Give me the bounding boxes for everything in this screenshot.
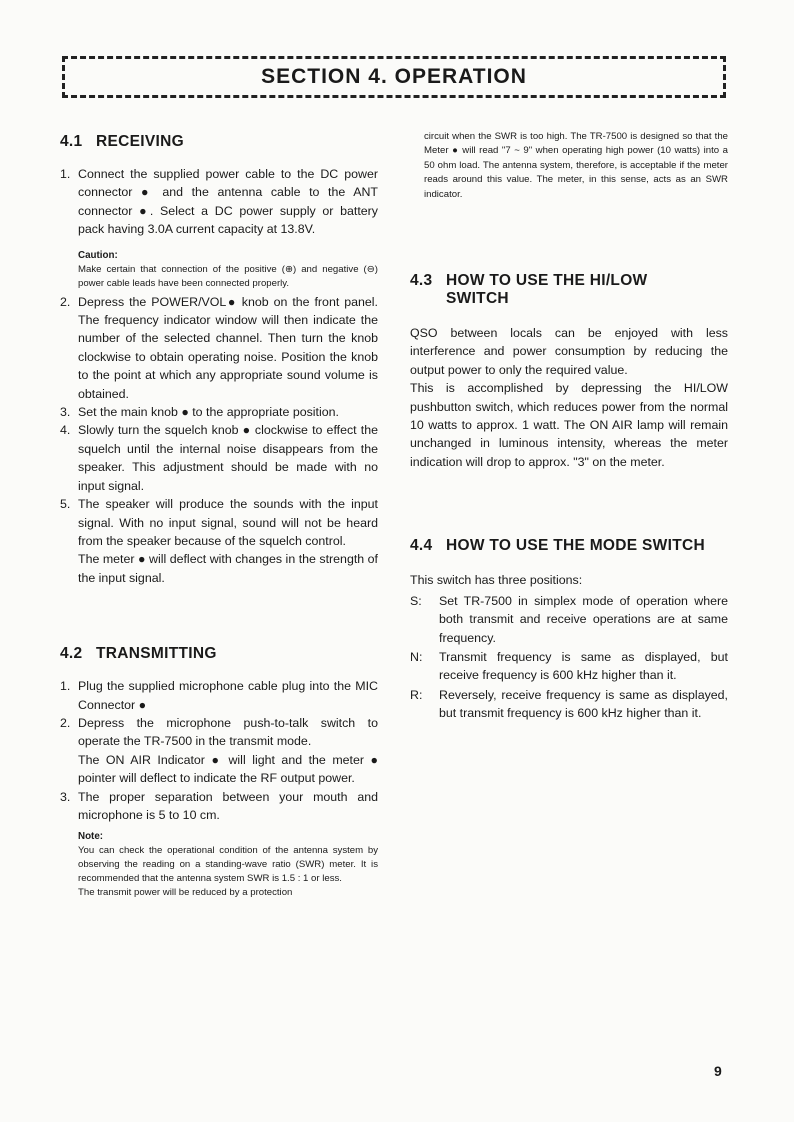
receiving-heading-title: RECEIVING xyxy=(96,133,184,150)
note-block xyxy=(78,830,378,900)
list-item xyxy=(60,403,378,421)
section-header xyxy=(62,56,726,98)
note-title: Note: xyxy=(78,831,104,843)
step-text: Set the main knob ● to the appropriate position. xyxy=(78,405,339,420)
list-item xyxy=(410,648,728,685)
step-number: 1. xyxy=(60,167,71,181)
step-text: Depress the microphone push-to-talk switch to operate the TR-7500 in the transmit mode. xyxy=(78,715,378,749)
transmitting-steps xyxy=(60,677,378,824)
list-item xyxy=(60,714,378,788)
mode-text: Transmit frequency is same as displayed, but receive frequency is 600 kHz higher than it. xyxy=(439,649,728,683)
step-text: The speaker will produce the sounds with the input signal. With no input signal, sound will not be heard from the speaker because of the squelch control. xyxy=(78,497,378,548)
caution-title: Caution: xyxy=(78,249,118,261)
note-continued: circuit when the SWR is too high. The TR-7500 is designed so that the Meter ● will read "7 ~ 9" when operating high power (10 watts) into a 50 ohm load. The antenna system, therefore, is acceptable if the meter reads around this value. The meter, in this sense, acts as an SWR indicator. xyxy=(424,131,728,200)
step-text: Plug the supplied microphone cable plug into the MIC Connector ● xyxy=(78,679,378,712)
caution-block xyxy=(78,249,378,291)
list-item xyxy=(60,495,378,587)
transmitting-heading-title: TRANSMITTING xyxy=(96,645,217,663)
section-title: SECTION 4. OPERATION xyxy=(261,65,527,88)
step-text: Depress the POWER/VOL● knob on the front panel. The frequency indicator window will then indicate the number of the selected channel. Then turn the knob clockwise to obtain operating noise. Position the knob to the point at which any appropriate sound volume is obtained. xyxy=(78,294,378,401)
step-number: 2. xyxy=(60,715,71,730)
step-text: Connect the supplied power cable to the DC power connector ● and the antenna cable to the ANT connector ●. Select a DC power supply or battery pack having 3.0A current capacity at 13.8V. xyxy=(78,167,378,237)
hilow-heading-number: 4.3 xyxy=(410,272,433,290)
step-text-continued: The meter ● will deflect with changes in the strength of the input signal. xyxy=(78,552,378,585)
caution-text: Make certain that connection of the positive (⊕) and negative (⊖) power cable leads have been connected properly. xyxy=(78,263,378,289)
note-text-continued: The transmit power will be reduced by a protection xyxy=(78,887,293,899)
left-column xyxy=(60,133,378,902)
step-number: 5. xyxy=(60,497,71,512)
list-item xyxy=(410,686,728,723)
hilow-heading xyxy=(410,272,728,308)
hilow-paragraph-2: This is accomplished by depressing the HI/LOW pushbutton switch, which reduces power from the normal 10 watts to approx. 1 watt. The ON AIR lamp will remain unchanged in luminous intensity, whereas the meter indication will drop to approx. "3" on the meter. xyxy=(410,381,728,469)
receiving-heading-number: 4.1 xyxy=(60,133,83,150)
step-number: 3. xyxy=(60,789,71,804)
step-text: The proper separation between your mouth and microphone is 5 to 10 cm. xyxy=(78,789,378,822)
mode-heading-title: HOW TO USE THE MODE SWITCH xyxy=(446,537,705,555)
list-item xyxy=(60,165,378,239)
receiving-heading xyxy=(60,133,378,151)
mode-heading xyxy=(410,537,728,555)
mode-text: Reversely, receive frequency is same as displayed, but transmit frequency is 600 kHz higher than it. xyxy=(439,687,728,721)
receiving-steps xyxy=(60,165,378,239)
note-text: You can check the operational condition of the antenna system by observing the reading on a standing-wave ratio (SWR) meter. It is recommended that the antenna system SWR is 1.5 : 1 or less. xyxy=(78,845,378,885)
mode-text: Set TR-7500 in simplex mode of operation where both transmit and receive operations are at same frequency. xyxy=(439,593,728,645)
list-item xyxy=(60,788,378,825)
step-text: Slowly turn the squelch knob ● clockwise to effect the squelch until the internal noise disappears from the speaker. This adjustment should be made with no input signal. xyxy=(78,423,378,493)
step-number: 2. xyxy=(60,294,71,309)
right-column xyxy=(410,130,728,724)
mode-key: S: xyxy=(410,593,422,608)
list-item xyxy=(410,592,728,647)
receiving-steps-continued xyxy=(60,293,378,588)
hilow-heading-title-line1: HOW TO USE THE HI/LOW xyxy=(446,272,648,290)
transmitting-heading xyxy=(60,645,378,663)
mode-list xyxy=(410,592,728,723)
step-number: 1. xyxy=(60,679,71,694)
list-item xyxy=(60,677,378,714)
step-number: 4. xyxy=(60,423,71,438)
transmitting-heading-number: 4.2 xyxy=(60,645,83,663)
mode-intro: This switch has three positions: xyxy=(410,573,583,588)
hilow-heading-title-line2: SWITCH xyxy=(446,290,509,308)
mode-heading-number: 4.4 xyxy=(410,537,433,555)
mode-key: R: xyxy=(410,687,423,702)
page-number: 9 xyxy=(714,1063,722,1079)
step-number: 3. xyxy=(60,405,71,420)
mode-key: N: xyxy=(410,649,423,664)
list-item xyxy=(60,421,378,495)
step-text-continued: The ON AIR Indicator ● will light and the meter ● pointer will deflect to indicate the RF output power. xyxy=(78,752,378,786)
hilow-paragraph-1: QSO between locals can be enjoyed with less interference and power consumption by reducing the output power to only the required value. xyxy=(410,326,728,377)
list-item xyxy=(60,293,378,403)
